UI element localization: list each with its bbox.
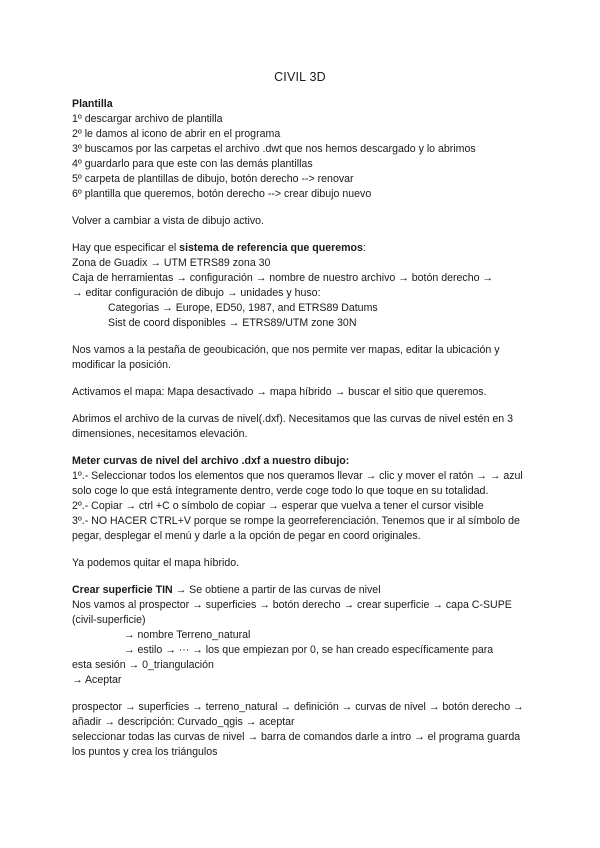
abrimos-paragraph: Abrimos el archivo de la curvas de nivel(.dxf). Necesitamos que las curvas de nivel estén en 3 dimensiones, necesitamos elevación. bbox=[72, 413, 514, 440]
tin-nombre: → nombre Terreno_natural bbox=[124, 629, 251, 641]
referencia-caja-1: Caja de herramientas → configuración → nombre de nuestro archivo → botón derecho → bbox=[72, 272, 494, 284]
meter-step-3: 3º.- NO HACER CTRL+V porque se rompe la georreferenciación. Tenemos que ir al símbolo de pegar, desplegar el menú y darle a la opción de pegar en coord originales. bbox=[72, 515, 520, 542]
section-heading-meter: Meter curvas de nivel del archivo .dxf a nuestro dibujo: bbox=[72, 455, 350, 467]
plantilla-step-2: 2º le damos al icono de abrir en el programa bbox=[72, 128, 281, 140]
tin-estilo-cont: esta sesión → 0_triangulación bbox=[72, 659, 214, 671]
section-heading-tin: Crear superficie TIN → Se obtiene a partir de las curvas de nivel bbox=[72, 584, 381, 596]
referencia-caja-2: → editar configuración de dibujo → unidades y huso: bbox=[72, 287, 321, 299]
plantilla-step-3: 3º buscamos por las carpetas el archivo .dwt que nos hemos descargado y lo abrimos bbox=[72, 143, 476, 155]
geoubicacion-paragraph: Nos vamos a la pestaña de geoubicación, que nos permite ver mapas, editar la ubicación y modificar la posición. bbox=[72, 344, 500, 371]
plantilla-step-6: 6º plantilla que queremos, botón derecho --> crear dibujo nuevo bbox=[72, 188, 372, 200]
quitar-paragraph: Ya podemos quitar el mapa híbrido. bbox=[72, 557, 240, 569]
plantilla-step-4: 4º guardarlo para que este con las demás plantillas bbox=[72, 158, 313, 170]
page-title: CIVIL 3D bbox=[274, 70, 326, 84]
referencia-categorias: Categorias → Europe, ED50, 1987, and ETRS89 Datums bbox=[108, 302, 378, 314]
plantilla-step-1: 1º descargar archivo de plantilla bbox=[72, 113, 223, 125]
tin-line-1: Nos vamos al prospector → superficies → botón derecho → crear superficie → capa C-SUPE (civil-superficie) bbox=[72, 599, 512, 626]
referencia-intro: Hay que especificar el sistema de referencia que queremos: bbox=[72, 242, 366, 254]
meter-step-1: 1º.- Seleccionar todos los elementos que nos queramos llevar → clic y mover el ratón → → azul solo coge lo que está íntegramente dentro, verde coge todo lo que toque en su totalidad. bbox=[72, 470, 523, 497]
document-body bbox=[72, 97, 532, 760]
plantilla-step-5: 5º carpeta de plantillas de dibujo, botón derecho --> renovar bbox=[72, 173, 354, 185]
referencia-zona: Zona de Guadix → UTM ETRS89 zona 30 bbox=[72, 257, 271, 269]
prospector-paragraph: prospector → superficies → terreno_natural → definición → curvas de nivel → botón derecho → añadir → descripción: Curvado_qgis → aceptar bbox=[72, 701, 524, 728]
seleccionar-paragraph: seleccionar todas las curvas de nivel → barra de comandos darle a intro → el programa guarda los puntos y crea los triángulos bbox=[72, 731, 521, 758]
volver-paragraph: Volver a cambiar a vista de dibujo activo. bbox=[72, 215, 264, 227]
referencia-sist: Sist de coord disponibles → ETRS89/UTM zone 30N bbox=[108, 317, 357, 329]
meter-step-2: 2º.- Copiar → ctrl +C o símbolo de copiar → esperar que vuelva a tener el cursor visible bbox=[72, 500, 484, 512]
mapa-paragraph: Activamos el mapa: Mapa desactivado → mapa híbrido → buscar el sitio que queremos. bbox=[72, 386, 487, 398]
tin-estilo: → estilo → ··· → los que empiezan por 0, se han creado específicamente para bbox=[124, 644, 494, 656]
tin-aceptar: → Aceptar bbox=[72, 674, 122, 686]
section-heading-plantilla: Plantilla bbox=[72, 98, 113, 110]
